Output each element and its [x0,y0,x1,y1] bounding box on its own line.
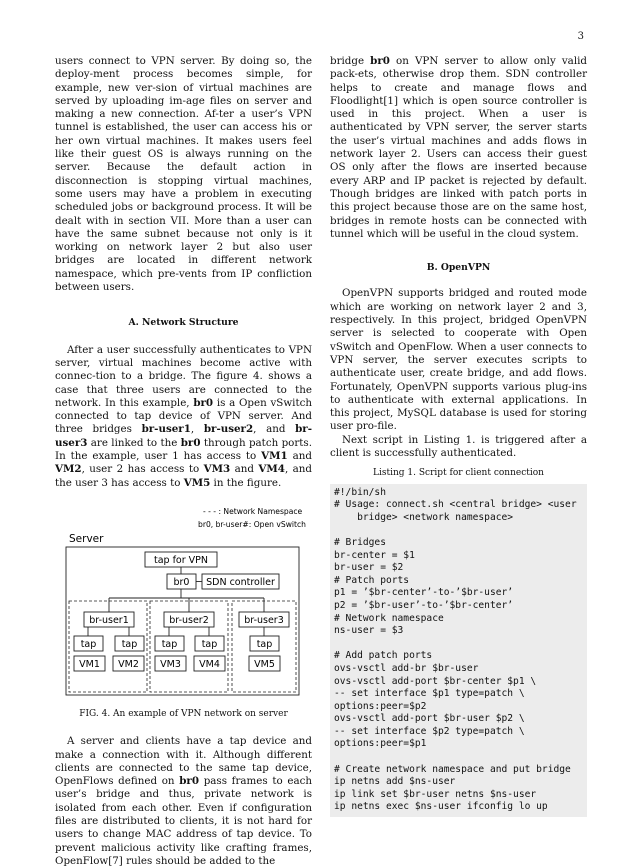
code-line: br-user = $2 [334,562,404,574]
text-run: pass frames to each user’s bridge and thus, private network is isolated from each other. Even if configuration files are distributed to clients, it is not hard for users to change MAC address of tap device. To prevent malicious activity like crafting frames, OpenFlow[7] rules should be added to the [55,775,312,867]
code-line: #!/bin/sh [334,486,386,498]
code-line: options:peer=$p1 [334,738,427,750]
bold-term: br0 [179,775,200,788]
code-line [334,751,583,764]
figure-legend-namespace: - - - : Network Namespace [203,506,303,516]
text-run: on VPN server to allow only valid pack-ets, otherwise drop them. SDN controller helps to create and manage flows and Floodlight[1] which is open source controller is used in this project. When a user is authenticated by VPN server, the server starts the user’s virtual machines and adds flows in network layer 2. Users can access their guest OS only after the flows are inserted because every ARP and IP packet is rejected by default. Though bridges are linked with patch ports in this project because those are on the same host, bridges in remote hosts can be connected with tunnel which will be useful in the cloud system. [330,55,588,240]
left-column [55,55,312,868]
br-user1-label: br-user1 [89,614,129,626]
br-user3-label: br-user3 [244,614,284,626]
text-run: bridge [330,55,371,67]
text-run: , user 2 has access to [81,463,204,476]
bold-term: VM3 [203,463,231,476]
text-run: users connect to VPN server. By doing so, the deploy-ment process becomes simple, for example, new ver-sion of virtual machines are served by uploading im-age files on server and making a new connection. Af-ter a user’s VPN tunnel is established, the user can access his or her own virtual machines. It makes users feel like their guest OS is always running on the server. Because the default action in disconnection is stopping virtual machines, some users may have a problem in executing scheduled jobs or background process. It will be dealt with in section VII. More than a user can have the same subnet because not only is it working on network layer 2 but also user bridges are located in different network namespace, which pre-vents from IP confliction between users. [55,55,312,294]
right-paragraph-3 [330,434,587,461]
tap3-label: tap [161,638,178,650]
tap2-label: tap [121,638,138,650]
code-line: ovs-vsctl add-port $br-user $p2 \ [334,713,525,725]
sdn-controller-label: SDN controller [206,576,275,588]
code-line: p2 = ’$br-user’-to-’$br-center’ [334,599,514,611]
section-b-heading: B. OpenVPN [426,262,491,274]
page-number: 3 [577,31,584,42]
right-column [330,55,587,817]
bold-term: br-user2 [203,423,254,436]
text-run: Next script in Listing 1. is triggered after a client is successfully authenticated. [330,433,587,460]
left-paragraph-2 [55,344,312,490]
text-run: , and the user 3 has access to [55,463,312,489]
text-run: through patch ports. In the example, user 1 has access to [55,436,312,463]
text-run: in the figure. [210,476,282,489]
bold-term: VM4 [258,463,285,476]
right-paragraph-1 [330,55,587,241]
br-user2-label: br-user2 [169,614,209,626]
text-run: and [230,463,259,476]
listing-1-caption: Listing 1. Script for client connection [373,468,544,479]
left-paragraph-1 [55,55,312,294]
figure-4 [55,502,312,702]
code-line: # Network namespace [334,612,444,624]
tap-for-vpn-label: tap for VPN [153,554,209,566]
code-line: options:peer=$p2 [334,700,427,712]
tap5-label: tap [256,638,273,650]
bold-term: br0 [370,55,390,67]
bold-term: VM2 [55,463,82,476]
code-line: # Create network namespace and put bridge [334,763,571,775]
bold-term: br0 [180,436,201,449]
code-line: ns-user = $3 [334,625,404,637]
code-line: ovs-vsctl add-br $br-user [334,662,479,674]
bold-term: VM5 [183,476,211,489]
br0-label: br0 [173,576,190,588]
code-line: ip netns add $ns-user [334,776,456,788]
code-line: p1 = ’$br-center’-to-’$br-user’ [334,587,514,599]
text-run: and [287,450,312,463]
code-line: -- set interface $p2 type=patch \ [334,725,525,737]
bold-term: VM1 [261,450,288,463]
vm5-label: VM5 [254,658,275,670]
section-a-heading: A. Network Structure [128,317,239,329]
code-line: ovs-vsctl add-port $br-center $p1 \ [334,675,537,687]
code-line: # Usage: connect.sh <central bridge> <user [334,499,577,511]
figure-4-caption: FIG. 4. An example of VPN network on server [79,708,288,719]
tap1-label: tap [80,638,97,650]
text-run: OpenVPN supports bridged and routed mode which are working on network layer 2 and 3, respectively. In this project, bridged OpenVPN server is selected to cooperate with Open vSwitch and OpenFlow. When a user connects to VPN server, the server executes scripts to authenticate user, create bridge, and add flows. Fortunately, OpenVPN supports various plug-ins to authenticate with external applications. In this project, MySQL database is used for storing user pro-file. [330,287,587,433]
code-line [334,638,583,651]
code-line: ip link set $br-user netns $ns-user [334,788,537,800]
vm2-label: VM2 [118,658,139,670]
bold-term: br-user3 [55,423,313,449]
figure-server-label: Server [69,532,104,545]
text-run: , [190,423,204,436]
right-paragraph-2 [330,287,587,433]
vm3-label: VM3 [160,658,181,670]
code-line: -- set interface $p1 type=patch \ [334,688,525,700]
bold-term: br0 [193,396,214,409]
code-line: ip netns exec $ns-user ifconfig lo up [334,801,548,813]
code-line: # Patch ports [334,574,410,586]
text-run: After a user successfully authenticates to VPN server, virtual machines become active with connec-tion to a bridge. The figure 4. shows a case that three users are connected to the network. In this example, [55,343,312,409]
text-run: A server and clients have a tap device and make a connection with it. Although different clients are connected to the same tap device, OpenFlows defined on [55,735,312,788]
text-run: , and [253,423,296,436]
vm4-label: VM4 [199,658,220,670]
code-line: bridge> <network namespace> [334,511,514,523]
code-line: # Bridges [334,536,386,548]
code-line: # Add patch ports [334,650,433,662]
listing-1-code [330,484,587,817]
bold-term: br-user1 [141,423,191,436]
tap4-label: tap [201,638,218,650]
vm1-label: VM1 [79,658,100,670]
left-paragraph-3 [55,735,312,868]
figure-legend-ovs: br0, br-user#: Open vSwitch [198,519,306,529]
vpn-network-diagram [55,502,312,702]
text-run: are linked to the [87,436,181,449]
code-line: br-center = $1 [334,549,415,561]
text-run: is a Open vSwitch connected to tap device of VPN server. And three bridges [55,396,312,436]
code-line [334,524,583,537]
